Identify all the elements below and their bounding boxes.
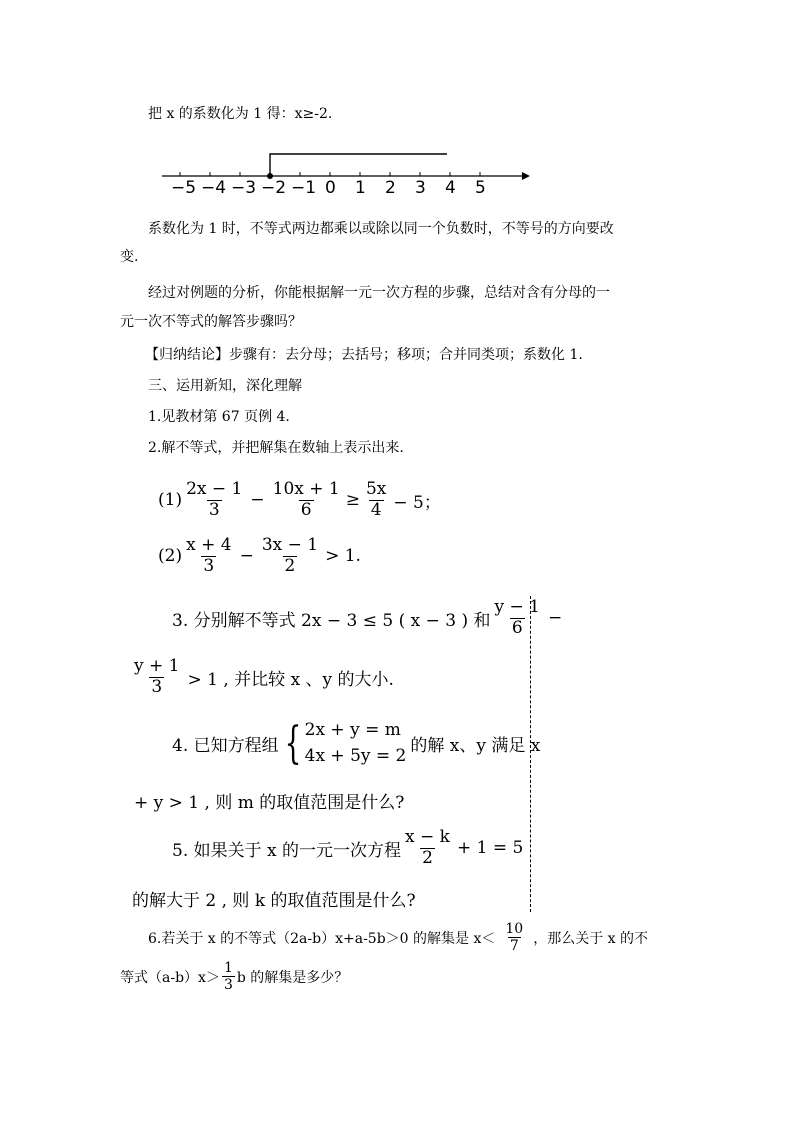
tick-label: 1	[355, 178, 366, 198]
fraction: $\frac{10}{7}$	[505, 921, 524, 955]
tick-label: −1	[291, 178, 317, 198]
paragraph-coefficient-result: 把 x 的系数化为 1 得：x≥-2.	[148, 106, 333, 122]
fraction: $\frac{3x - 1}{2}$	[261, 535, 319, 576]
eq-label: (2)	[158, 546, 183, 567]
tick-label: −4	[201, 178, 227, 198]
question-2: 2.解不等式，并把解集在数轴上表示出来.	[148, 440, 404, 456]
question-5-line1: 5. 如果关于 x 的一元一次方程 $\frac{x - k}{2}$ + 1 = 5	[172, 827, 524, 868]
fraction: $\frac{x - k}{2}$	[405, 827, 450, 868]
question-4-line2: + y > 1 , 则 m 的取值范围是什么?	[134, 793, 405, 813]
eq-label: (1)	[158, 490, 183, 511]
paragraph-sign-rule-line2: 变.	[120, 249, 139, 265]
fraction: $\frac{1}{3}$	[223, 960, 233, 994]
question-5-line2: 的解大于 2 , 则 k 的取值范围是什么?	[132, 891, 416, 911]
conclusion-steps: 【归纳结论】步骤有：去分母；去括号；移项；合并同类项；系数化 1.	[145, 347, 583, 363]
question-3-line1: 3. 分别解不等式 2x − 3 ≤ 5 ( x − 3 ) 和 $\frac{y - 1}{6}$ −	[172, 597, 563, 638]
section-title: 三、运用新知，深化理解	[148, 378, 302, 394]
fraction: $\frac{y - 1}{6}$	[494, 597, 540, 638]
fraction: $\frac{2x - 1}{3}$	[186, 479, 243, 520]
paragraph-question-line1: 经过对例题的分析，你能根据解一元一次方程的步骤，总结对含有分母的一	[148, 285, 610, 301]
fraction: $\frac{5x}{4}$	[365, 479, 387, 520]
paragraph-question-line2: 元一次不等式的解答步骤吗？	[120, 314, 302, 330]
fraction: $\frac{10x + 1}{6}$	[272, 479, 340, 520]
tick-label: 5	[475, 178, 486, 198]
tick-label: 2	[385, 178, 396, 198]
tick-label: 3	[415, 178, 426, 198]
fraction: $\frac{y + 1}{3}$	[134, 656, 180, 697]
tick-label: −5	[171, 178, 197, 198]
question-6-line2: 等式（a-b）x＞ $\frac{1}{3}$ b 的解集是多少？	[120, 960, 349, 994]
fraction: $\frac{x + 4}{3}$	[186, 535, 232, 576]
number-line	[160, 148, 530, 204]
left-brace: {	[284, 717, 302, 769]
tick-label: 0	[325, 178, 336, 198]
question-1: 1.见教材第 67 页例 4.	[148, 409, 290, 425]
tick-label: −2	[261, 178, 287, 198]
paragraph-sign-rule-line1: 系数化为 1 时，不等式两边都乘以或除以同一个负数时，不等号的方向要改	[148, 221, 614, 237]
question-3-line2: $\frac{y + 1}{3}$ > 1 , 并比较 x 、y 的大小.	[134, 656, 394, 697]
tick-label: −3	[231, 178, 257, 198]
question-4-line1: 4. 已知方程组 { 2x + y = m 4x + 5y = 2 的解 x、y 满足 x	[172, 717, 541, 769]
inequality-2: (2) $\frac{x + 4}{3}$ − $\frac{3x - 1}{2}$ > 1.	[158, 535, 361, 576]
question-6-line1: 6.若关于 x 的不等式（2a-b）x+a-5b＞0 的解集是 x＜ $\frac{10}{7}$ ，那么关于 x 的不	[148, 921, 648, 955]
equation-system: 2x + y = m 4x + 5y = 2	[304, 720, 407, 766]
tick-label: 4	[445, 178, 456, 198]
inequality-1: (1) $\frac{2x - 1}{3}$ − $\frac{10x + 1}{6}$ ≥ $\frac{5x}{4}$ − 5；	[158, 479, 441, 520]
